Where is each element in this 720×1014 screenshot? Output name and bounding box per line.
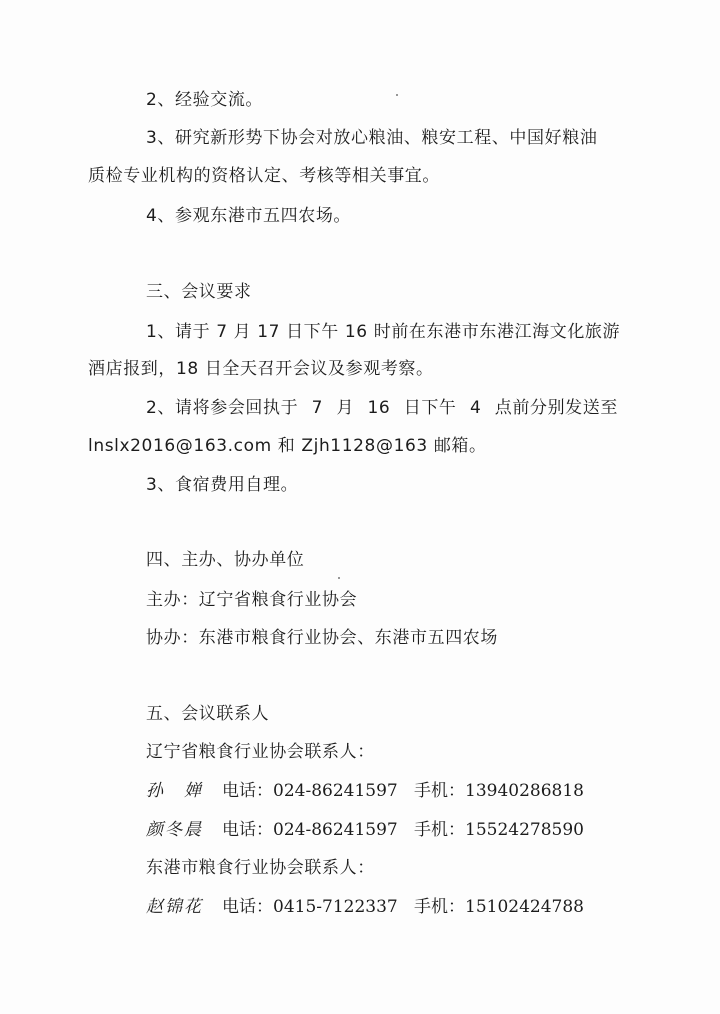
topic-item-3-line1: 3、研究新形势下协会对放心粮油、粮安工程、中国好粮油 [146, 128, 598, 148]
contact-mobile: 手机：15102424788 [414, 897, 584, 917]
contact-mobile: 手机：15524278590 [414, 820, 584, 840]
contact-group-2-title: 东港市粮食行业协会联系人： [146, 858, 375, 878]
requirement-item-2-word: 月 [336, 398, 355, 418]
requirement-item-2-word: 日下午 [403, 398, 457, 418]
requirement-item-2-word: 点前分别发送至 [494, 398, 618, 418]
contact-name: 孙 婵 [146, 781, 203, 801]
scan-speck [396, 94, 398, 96]
contact-phone: 电话：024-86241597 [222, 820, 398, 840]
requirement-item-2-line2: lnslx2016@163.com 和 Zjh1128@163 邮箱。 [88, 436, 487, 456]
contact-group-1-title: 辽宁省粮食行业协会联系人： [146, 742, 375, 762]
requirement-item-2-word: 7 [311, 398, 324, 418]
requirement-item-1-line1: 1、请于 7 月 17 日下午 16 时前在东港市东港江海文化旅游 [146, 322, 621, 342]
section-heading-requirements: 三、会议要求 [146, 282, 252, 302]
requirement-item-3: 3、食宿费用自理。 [146, 475, 299, 495]
requirement-item-1-line2: 酒店报到，18 日全天召开会议及参观考察。 [88, 359, 434, 379]
contact-mobile: 手机：13940286818 [414, 781, 584, 801]
co-host-organizer: 协办：东港市粮食行业协会、东港市五四农场 [146, 628, 498, 648]
topic-item-4: 4、参观东港市五四农场。 [146, 206, 352, 226]
section-heading-contacts: 五、会议联系人 [146, 704, 270, 724]
topic-item-3-line2: 质检专业机构的资格认定、考核等相关事宜。 [88, 166, 440, 186]
requirement-item-2-word: 2、请将参会回执于 [146, 398, 299, 418]
requirement-item-2-line1 [146, 396, 618, 420]
contact-name: 赵锦花 [146, 897, 203, 917]
requirement-item-2-word: 16 [367, 398, 391, 418]
topic-item-2: 2、经验交流。 [146, 90, 264, 110]
requirement-item-2-word: 4 [469, 398, 482, 418]
host-organizer: 主办：辽宁省粮食行业协会 [146, 590, 358, 610]
contact-name: 颜冬晨 [146, 820, 203, 840]
contact-phone: 电话：024-86241597 [222, 781, 398, 801]
scan-speck [338, 577, 340, 579]
section-heading-organizers: 四、主办、协办单位 [146, 550, 305, 570]
contact-phone: 电话：0415-7122337 [222, 897, 398, 917]
